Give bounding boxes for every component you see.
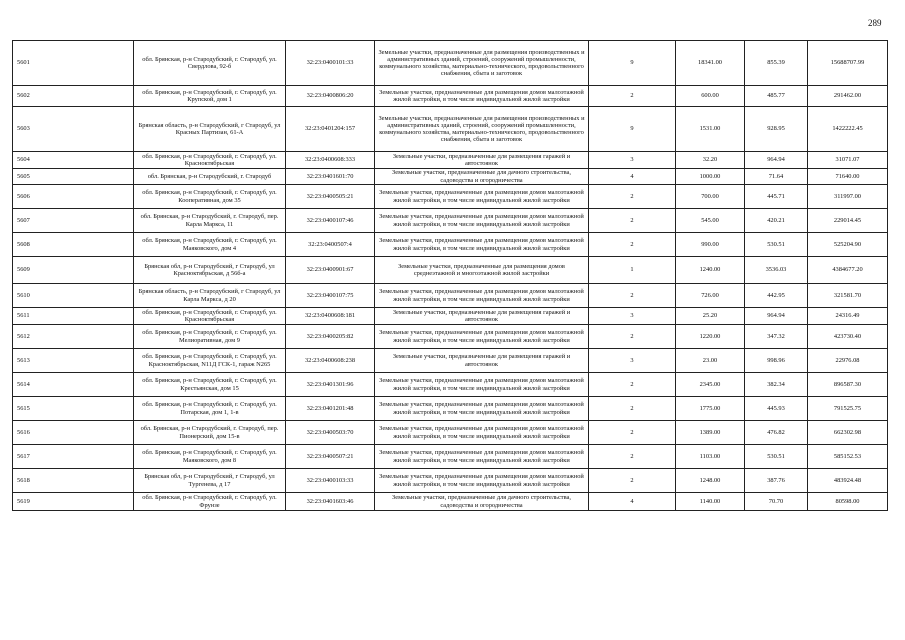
specific-value-cell: 445.93 [745, 397, 808, 421]
cadastral-number-cell: 32:23:0400107:75 [286, 284, 375, 308]
address-cell: обл. Брянская, р-н Стародубский, г. Стародуб, ул. Красноктябрьская [134, 152, 286, 169]
land-use-cell: Земельные участки, предназначенные для дачного строительства, садоводства и огородничества [375, 493, 589, 511]
cadastral-number-cell: 32:23:0400503:70 [286, 421, 375, 445]
cadastral-value-cell: 15688707.99 [808, 41, 888, 86]
row-number-cell: 5608 [13, 233, 134, 257]
table-row [13, 469, 888, 493]
address-cell: Брянская область, р-н Стародубский, г Стародуб, ул Карла Маркса, д 20 [134, 284, 286, 308]
land-use-cell: Земельные участки, предназначенные для размещения домов малоэтажной жилой застройки, в том числе индивидуальной жилой застройки [375, 397, 589, 421]
row-number-cell: 5616 [13, 421, 134, 445]
address-cell: обл. Брянская, р-н Стародубский, г. Стародуб, ул. Красноктябрьская, N11Д ГСК-1, гараж N265 [134, 349, 286, 373]
group-number-cell: 1 [589, 257, 676, 284]
cadastral-number-cell: 32:23:0401301:96 [286, 373, 375, 397]
address-cell: обл. Брянская, р-н Стародубский, г. Стародуб, ул. Мелиоративная, дом 9 [134, 325, 286, 349]
address-cell: обл. Брянская, р-н Стародубский, г. Стародуб, ул. Крестьянская, дом 15 [134, 373, 286, 397]
cadastral-value-cell: 423730.40 [808, 325, 888, 349]
row-number-cell: 5607 [13, 209, 134, 233]
area-cell: 1220.00 [676, 325, 745, 349]
group-number-cell: 4 [589, 169, 676, 185]
cadastral-number-cell: 32:23:0400806:20 [286, 86, 375, 107]
area-cell: 1140.00 [676, 493, 745, 511]
address-cell: обл. Брянская, р-н Стародубский, г. Стародуб, пер. Пионерский, дом 15-в [134, 421, 286, 445]
area-cell: 32.20 [676, 152, 745, 169]
cadastral-value-cell: 311997.00 [808, 185, 888, 209]
cadastral-value-cell: 229014.45 [808, 209, 888, 233]
row-number-cell: 5613 [13, 349, 134, 373]
specific-value-cell: 382.34 [745, 373, 808, 397]
group-number-cell: 9 [589, 107, 676, 152]
cadastral-number-cell: 32:23:0400901:67 [286, 257, 375, 284]
area-cell: 1531.00 [676, 107, 745, 152]
land-use-cell: Земельные участки, предназначенные для размещения домов малоэтажной жилой застройки, в том числе индивидуальной жилой застройки [375, 421, 589, 445]
row-number-cell: 5609 [13, 257, 134, 284]
land-use-cell: Земельные участки, предназначенные для размещения домов малоэтажной жилой застройки, в том числе индивидуальной жилой застройки [375, 284, 589, 308]
address-cell: обл. Брянская, р-н Стародубский, г. Стародуб, ул. Крупской, дом 1 [134, 86, 286, 107]
area-cell: 23.00 [676, 349, 745, 373]
table-row [13, 185, 888, 209]
area-cell: 1103.00 [676, 445, 745, 469]
table-row [13, 257, 888, 284]
cadastral-value-cell: 321581.70 [808, 284, 888, 308]
table-row [13, 349, 888, 373]
table-row [13, 284, 888, 308]
specific-value-cell: 530.51 [745, 445, 808, 469]
row-number-cell: 5612 [13, 325, 134, 349]
table-row [13, 41, 888, 86]
address-cell: обл. Брянская, р-н Стародубский, г. Стародуб, ул. Кооперативная, дом 35 [134, 185, 286, 209]
area-cell: 1000.00 [676, 169, 745, 185]
land-use-cell: Земельные участки, предназначенные для размещения домов малоэтажной жилой застройки, в том числе индивидуальной жилой застройки [375, 325, 589, 349]
cadastral-value-cell: 483924.48 [808, 469, 888, 493]
cadastral-number-cell: 32:23:0401603:46 [286, 493, 375, 511]
area-cell: 990.00 [676, 233, 745, 257]
area-cell: 2345.00 [676, 373, 745, 397]
specific-value-cell: 445.71 [745, 185, 808, 209]
table-row [13, 86, 888, 107]
cadastral-value-cell: 291462.00 [808, 86, 888, 107]
area-cell: 1248.00 [676, 469, 745, 493]
land-use-cell: Земельные участки, предназначенные для размещения производственных и административных зданий, строений, сооружений промышленности, коммунального хозяйства, материально-технического, продовольственного снабжения, сбыта и заготовок [375, 107, 589, 152]
row-number-cell: 5604 [13, 152, 134, 169]
cadastral-value-cell: 791525.75 [808, 397, 888, 421]
specific-value-cell: 998.96 [745, 349, 808, 373]
group-number-cell: 4 [589, 493, 676, 511]
land-use-cell: Земельные участки, предназначенные для размещения домов малоэтажной жилой застройки, в том числе индивидуальной жилой застройки [375, 469, 589, 493]
land-use-cell: Земельные участки, предназначенные для размещения домов малоэтажной жилой застройки, в том числе индивидуальной жилой застройки [375, 209, 589, 233]
cadastral-number-cell: 32:23:0400507:21 [286, 445, 375, 469]
area-cell: 1775.00 [676, 397, 745, 421]
page-number: 289 [868, 18, 882, 28]
row-number-cell: 5618 [13, 469, 134, 493]
table-row [13, 169, 888, 185]
table-row [13, 107, 888, 152]
specific-value-cell: 928.95 [745, 107, 808, 152]
group-number-cell: 2 [589, 445, 676, 469]
group-number-cell: 2 [589, 373, 676, 397]
land-use-cell: Земельные участки, предназначенные для размещения производственных и административных зданий, строений, сооружений промышленности, коммунального хозяйства, материально-технического, продовольственного снабжения, сбыта и заготовок [375, 41, 589, 86]
group-number-cell: 2 [589, 421, 676, 445]
group-number-cell: 2 [589, 397, 676, 421]
row-number-cell: 5611 [13, 308, 134, 325]
group-number-cell: 2 [589, 284, 676, 308]
land-use-cell: Земельные участки, предназначенные для размещения домов малоэтажной жилой застройки, в том числе индивидуальной жилой застройки [375, 233, 589, 257]
specific-value-cell: 347.32 [745, 325, 808, 349]
specific-value-cell: 387.76 [745, 469, 808, 493]
specific-value-cell: 476.82 [745, 421, 808, 445]
cadastral-number-cell: 32:23:0400103:33 [286, 469, 375, 493]
cadastral-number-cell: 32:23:0400608:238 [286, 349, 375, 373]
land-use-cell: Земельные участки, предназначенные для размещения домов среднеэтажной и многоэтажной жилой застройки [375, 257, 589, 284]
table-row [13, 233, 888, 257]
specific-value-cell: 485.77 [745, 86, 808, 107]
cadastral-value-cell: 525204.90 [808, 233, 888, 257]
table-row [13, 209, 888, 233]
land-use-cell: Земельные участки, предназначенные для размещения гаражей и автостоянок [375, 349, 589, 373]
row-number-cell: 5606 [13, 185, 134, 209]
table-row [13, 373, 888, 397]
cadastral-number-cell: 32:23:0400608:181 [286, 308, 375, 325]
table-row [13, 325, 888, 349]
specific-value-cell: 71.64 [745, 169, 808, 185]
cadastral-value-cell: 22976.08 [808, 349, 888, 373]
group-number-cell: 2 [589, 209, 676, 233]
area-cell: 1240.00 [676, 257, 745, 284]
group-number-cell: 3 [589, 349, 676, 373]
cadastral-value-cell: 80598.00 [808, 493, 888, 511]
area-cell: 600.00 [676, 86, 745, 107]
cadastral-value-cell: 896587.30 [808, 373, 888, 397]
cadastral-number-cell: 32:23:0400101:33 [286, 41, 375, 86]
address-cell: Брянская обл, р-н Стародубский, г Стародуб, ул Тургенева, д 17 [134, 469, 286, 493]
address-cell: обл. Брянская, р-н Стародубский, г. Стародуб, ул. Красноктябрьская [134, 308, 286, 325]
table-row [13, 445, 888, 469]
cadastral-value-cell: 585152.53 [808, 445, 888, 469]
land-use-cell: Земельные участки, предназначенные для размещения домов малоэтажной жилой застройки, в том числе индивидуальной жилой застройки [375, 373, 589, 397]
cadastral-value-cell: 4384677.20 [808, 257, 888, 284]
cadastral-number-cell: 32:23:0401201:48 [286, 397, 375, 421]
table-row [13, 421, 888, 445]
cadastral-value-table [12, 40, 888, 511]
cadastral-number-cell: 32:23:0400107:46 [286, 209, 375, 233]
group-number-cell: 3 [589, 152, 676, 169]
address-cell: Брянская обл, р-н Стародубский, г Стародуб, ул Красноктябрьская, д 56б-а [134, 257, 286, 284]
specific-value-cell: 70.70 [745, 493, 808, 511]
row-number-cell: 5602 [13, 86, 134, 107]
address-cell: Брянская область, р-н Стародубский, г Стародуб, ул Красных Партизан, 61-А [134, 107, 286, 152]
cadastral-number-cell: 32:23:0401601:70 [286, 169, 375, 185]
row-number-cell: 5605 [13, 169, 134, 185]
table-row [13, 397, 888, 421]
group-number-cell: 9 [589, 41, 676, 86]
specific-value-cell: 855.39 [745, 41, 808, 86]
land-use-cell: Земельные участки, предназначенные для размещения гаражей и автостоянок [375, 308, 589, 325]
specific-value-cell: 442.95 [745, 284, 808, 308]
specific-value-cell: 964.94 [745, 152, 808, 169]
group-number-cell: 2 [589, 469, 676, 493]
row-number-cell: 5615 [13, 397, 134, 421]
table-row [13, 308, 888, 325]
table-row [13, 152, 888, 169]
row-number-cell: 5603 [13, 107, 134, 152]
table-row [13, 493, 888, 511]
cadastral-number-cell: 32:23:0400507:4 [286, 233, 375, 257]
land-use-cell: Земельные участки, предназначенные для размещения домов малоэтажной жилой застройки, в том числе индивидуальной жилой застройки [375, 445, 589, 469]
address-cell: обл. Брянская, р-н Стародубский, г. Стародуб [134, 169, 286, 185]
area-cell: 726.00 [676, 284, 745, 308]
land-use-cell: Земельные участки, предназначенные для дачного строительства, садоводства и огородничества [375, 169, 589, 185]
land-use-cell: Земельные участки, предназначенные для размещения домов малоэтажной жилой застройки, в том числе индивидуальной жилой застройки [375, 86, 589, 107]
row-number-cell: 5617 [13, 445, 134, 469]
group-number-cell: 2 [589, 86, 676, 107]
row-number-cell: 5610 [13, 284, 134, 308]
cadastral-number-cell: 32:23:0400608:333 [286, 152, 375, 169]
address-cell: обл. Брянская, р-н Стародубский, г. Стародуб, ул. Свердлова, 92-б [134, 41, 286, 86]
table-body [13, 41, 888, 511]
row-number-cell: 5619 [13, 493, 134, 511]
address-cell: обл. Брянская, р-н Стародубский, г. Стародуб, ул. Маяковского, дом 4 [134, 233, 286, 257]
area-cell: 700.00 [676, 185, 745, 209]
cadastral-number-cell: 32:23:0400205:82 [286, 325, 375, 349]
group-number-cell: 3 [589, 308, 676, 325]
land-use-cell: Земельные участки, предназначенные для размещения домов малоэтажной жилой застройки, в том числе индивидуальной жилой застройки [375, 185, 589, 209]
row-number-cell: 5601 [13, 41, 134, 86]
area-cell: 18341.00 [676, 41, 745, 86]
specific-value-cell: 964.94 [745, 308, 808, 325]
specific-value-cell: 420.21 [745, 209, 808, 233]
area-cell: 545.00 [676, 209, 745, 233]
address-cell: обл. Брянская, р-н Стародубский, г. Стародуб, ул. Маяковского, дом 8 [134, 445, 286, 469]
group-number-cell: 2 [589, 185, 676, 209]
row-number-cell: 5614 [13, 373, 134, 397]
address-cell: обл. Брянская, р-н Стародубский, г. Стародуб, ул. Фрунзе [134, 493, 286, 511]
land-use-cell: Земельные участки, предназначенные для размещения гаражей и автостоянок [375, 152, 589, 169]
cadastral-value-cell: 662302.98 [808, 421, 888, 445]
specific-value-cell: 530.51 [745, 233, 808, 257]
specific-value-cell: 3536.03 [745, 257, 808, 284]
cadastral-value-cell: 1422222.45 [808, 107, 888, 152]
address-cell: обл. Брянская, р-н Стародубский, г. Стародуб, пер. Карла Маркса, 11 [134, 209, 286, 233]
cadastral-value-cell: 71640.00 [808, 169, 888, 185]
group-number-cell: 2 [589, 233, 676, 257]
area-cell: 1389.00 [676, 421, 745, 445]
address-cell: обл. Брянская, р-н Стародубский, г. Стародуб, ул. Потарская, дом 1, 1-в [134, 397, 286, 421]
group-number-cell: 2 [589, 325, 676, 349]
cadastral-value-cell: 24316.49 [808, 308, 888, 325]
area-cell: 25.20 [676, 308, 745, 325]
cadastral-number-cell: 32:23:0400505:21 [286, 185, 375, 209]
cadastral-value-cell: 31071.07 [808, 152, 888, 169]
cadastral-number-cell: 32:23:0401204:157 [286, 107, 375, 152]
